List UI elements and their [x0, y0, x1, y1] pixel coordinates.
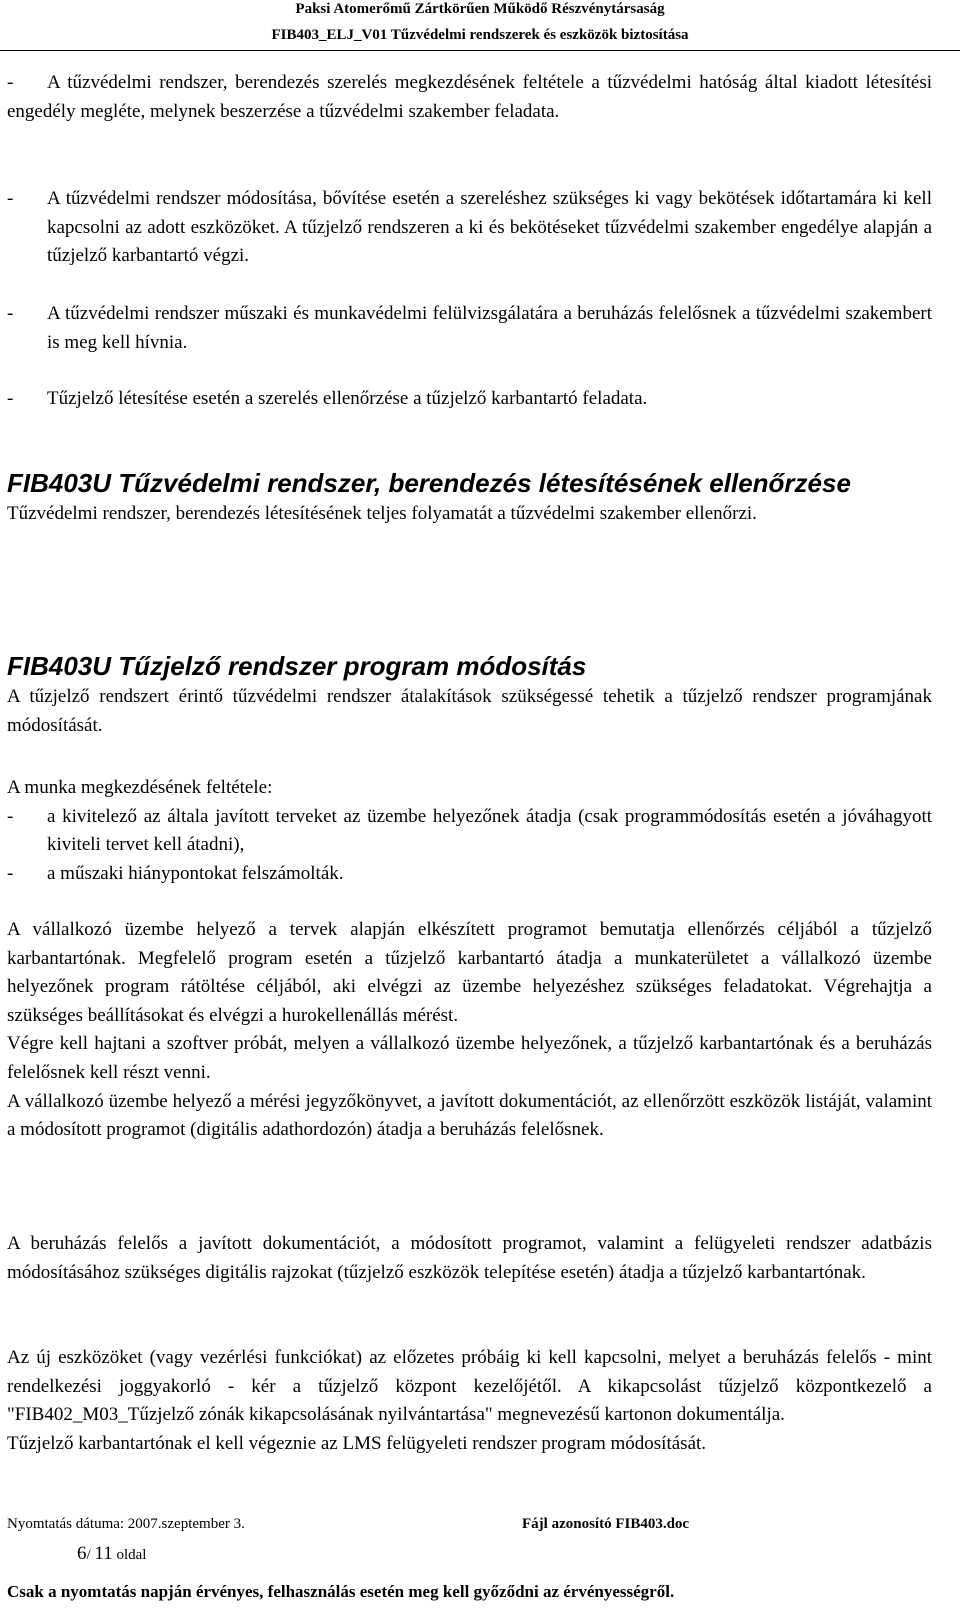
- section-text: Tűzvédelmi rendszer, berendezés létesítésének teljes folyamatát a tűzvédelmi szakember ellenőrzi.: [7, 503, 757, 524]
- list-item: - a műszaki hiánypontokat felszámolták.: [7, 862, 344, 884]
- header-doc-title: FIB403_ELJ_V01 Tűzvédelmi rendszerek és eszközök biztosítása: [271, 27, 689, 43]
- paragraph: Végre kell hajtani a szoftver próbát, melyen a vállalkozó üzembe helyezőnek, a tűzjelző karbantartónak és a beruházás felelősnek kell részt venni.: [7, 1033, 932, 1083]
- footer-page-number: [77, 1543, 146, 1565]
- footer-print-date: Nyomtatás dátuma: 2007.szeptember 3.: [7, 1516, 245, 1532]
- page-current: 6: [77, 1543, 87, 1564]
- section-creation-check: [7, 466, 932, 529]
- list-item: - Tűzjelző létesítése esetén a szerelés ellenőrzése a tűzjelző karbantartó feladata.: [7, 388, 648, 409]
- bullet-block-top-2: [7, 185, 932, 271]
- section-program-modification: [7, 649, 932, 740]
- section-intro: A tűzjelző rendszert érintő tűzvédelmi rendszer átalakítások szükségessé tehetik a tűzjelző rendszer programjának módosítását.: [7, 686, 932, 736]
- paragraph-block: [7, 916, 932, 1145]
- condition-label: A munka megkezdésének feltétele:: [7, 777, 273, 798]
- paragraph: Tűzjelző karbantartónak el kell végeznie az LMS felügyeleti rendszer program módosítását.: [7, 1432, 707, 1454]
- section-heading: FIB403U Tűzjelző rendszer program módosítás: [7, 651, 587, 681]
- footer-file-id: Fájl azonosító FIB403.doc: [522, 1516, 690, 1532]
- conditions-block: [7, 774, 932, 888]
- bullet-block-top-4: [7, 385, 932, 414]
- paragraph: A vállalkozó üzembe helyező a tervek alapján elkészített programot bemutatja ellenőrzés céljából a tűzjelző karbantartónak. Megfelelő program esetén a tűzjelző karbantartó átadja a munkaterületet a vállalkozó üzembe helyezőnek program rátöltése céljából, aki elvégzi az üzembe helyezéshez szükséges feladatokat. Végrehajtja a szükséges beállításokat és elvégzi a hurokellenállás mérést.: [7, 919, 932, 1026]
- list-item: - A tűzvédelmi rendszer módosítása, bővítése esetén a szereléshez szükséges ki vagy bekötések időtartamára ki kell kapcsolni az adott eszközöket. A tűzjelző rendszeren a ki és bekötéseket tűzvédelmi szakember engedélye alapján a tűzjelző karbantartó végzi.: [7, 188, 932, 267]
- header-divider: [0, 50, 960, 51]
- header-company: Paksi Atomerőmű Zártkörűen Működő Részvénytársaság: [295, 1, 665, 17]
- bullet-block-top: [7, 69, 932, 126]
- list-item: - A tűzvédelmi rendszer, berendezés szerelés megkezdésének feltétele a tűzvédelmi hatóság által kiadott létesítési engedély megléte, melynek beszerzése a tűzvédelmi szakember feladata.: [7, 72, 932, 122]
- paragraph: Az új eszközöket (vagy vezérlési funkciókat) az előzetes próbáig ki kell kapcsolni, melyet a beruházás felelős - mint rendelkezési joggyakorló - kér a tűzjelző központ kezelőjétől. A kikapcsolást tűzjelző központkezelő a "FIB402_M03_Tűzjelző zónák kikapcsolásának nyilvántartása" megnevezésű kartonon dokumentálja.: [7, 1347, 932, 1426]
- paragraph: A beruházás felelős a javított dokumentációt, a módosított programot, valamint a felügyeleti rendszer adatbázis módosításához szükséges digitális rajzokat (tűzjelző eszközök telepítése esetén) átadja a tűzjelző karbantartónak.: [7, 1233, 932, 1283]
- page-total: 11: [94, 1543, 113, 1564]
- bullet-block-top-3: [7, 300, 932, 357]
- page-word: oldal: [112, 1547, 147, 1563]
- paragraph-block-3: [7, 1344, 932, 1458]
- paragraph: A vállalkozó üzembe helyező a mérési jegyzőkönyvet, a javított dokumentációt, az ellenőrzött eszközök listáját, valamint a módosított programot (digitális adathordozón) átadja a beruházás felelősnek.: [7, 1090, 932, 1141]
- paragraph-block-2: [7, 1230, 932, 1287]
- list-item: - a kivitelező az általa javított terveket az üzembe helyezőnek átadja (csak programmódosítás esetén a jóváhagyott kiviteli tervet kell átadni),: [7, 805, 932, 856]
- page-separator: /: [86, 1547, 95, 1563]
- list-item: - A tűzvédelmi rendszer műszaki és munkavédelmi felülvizsgálatára a beruházás felelősnek a tűzvédelmi szakembert is meg kell hívnia.: [7, 303, 932, 353]
- section-heading: FIB403U Tűzvédelmi rendszer, berendezés létesítésének ellenőrzése: [7, 468, 851, 498]
- footer-validity-note: Csak a nyomtatás napján érvényes, felhasználás esetén meg kell győződni az érvényességről.: [7, 1582, 675, 1601]
